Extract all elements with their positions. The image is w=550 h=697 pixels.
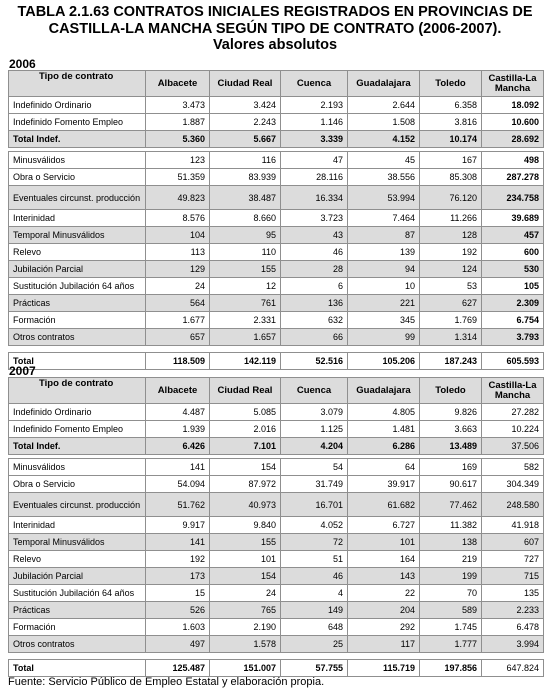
table-row (9, 421, 544, 438)
row-spacer (9, 653, 544, 660)
row-spacer-cell (9, 653, 544, 660)
table-cell: 1.578 (210, 636, 281, 653)
table-cell: 28 (281, 261, 348, 278)
table-cell: 9.917 (146, 517, 210, 534)
table-cell: 1.314 (420, 329, 482, 346)
table-cell: 648 (281, 619, 348, 636)
table-cell: 143 (348, 568, 420, 585)
table-row (9, 568, 544, 585)
header-ciudad-real: Ciudad Real (210, 378, 281, 404)
table-cell: 6.286 (348, 438, 420, 455)
header-toledo: Toledo (420, 71, 482, 97)
table-cell: 1.887 (146, 114, 210, 131)
header-castilla-la-mancha: Castilla-La Mancha (482, 71, 544, 97)
table-cell: 25 (281, 636, 348, 653)
row-label: Prácticas (9, 295, 146, 312)
year-label-2007: 2007 (9, 364, 36, 378)
table-cell: 589 (420, 602, 482, 619)
table-cell: 57.755 (281, 660, 348, 677)
contracts-table-2007 (8, 377, 544, 677)
header-row (9, 378, 544, 404)
table-cell: 164 (348, 551, 420, 568)
table-cell: 54.094 (146, 476, 210, 493)
table-cell: 605.593 (482, 353, 544, 370)
table-cell: 116 (210, 152, 281, 169)
table-cell: 85.308 (420, 169, 482, 186)
table-cell: 6.358 (420, 97, 482, 114)
table-cell: 149 (281, 602, 348, 619)
table-cell: 5.085 (210, 404, 281, 421)
table-cell: 6.754 (482, 312, 544, 329)
table-cell: 115.719 (348, 660, 420, 677)
table-cell: 4 (281, 585, 348, 602)
table-cell: 43 (281, 227, 348, 244)
table-row (9, 636, 544, 653)
table-cell: 727 (482, 551, 544, 568)
table-row (9, 619, 544, 636)
table-cell: 45 (348, 152, 420, 169)
table-cell: 151.007 (210, 660, 281, 677)
table-cell: 4.805 (348, 404, 420, 421)
row-label: Total (9, 353, 146, 370)
table-cell: 192 (146, 551, 210, 568)
title-line-3: Valores absolutos (212, 37, 338, 53)
table-row (9, 131, 544, 148)
table-cell: 64 (348, 459, 420, 476)
row-label: Eventuales circunst. producción (9, 493, 146, 517)
table-row (9, 169, 544, 186)
table-cell: 219 (420, 551, 482, 568)
table-row (9, 97, 544, 114)
row-label: Obra o Servicio (9, 169, 146, 186)
table-cell: 3.079 (281, 404, 348, 421)
table-cell: 154 (210, 459, 281, 476)
table-row (9, 517, 544, 534)
table-cell: 31.749 (281, 476, 348, 493)
table-cell: 204 (348, 602, 420, 619)
table-cell: 15 (146, 585, 210, 602)
row-label: Interinidad (9, 517, 146, 534)
table-cell: 6 (281, 278, 348, 295)
table-cell: 2.190 (210, 619, 281, 636)
table-row (9, 602, 544, 619)
table-cell: 117 (348, 636, 420, 653)
table-cell: 4.487 (146, 404, 210, 421)
table-cell: 24 (210, 585, 281, 602)
table-cell: 39.917 (348, 476, 420, 493)
table-cell: 136 (281, 295, 348, 312)
row-label: Indefinido Fomento Empleo (9, 114, 146, 131)
header-cuenca: Cuenca (281, 71, 348, 97)
table-cell: 3.994 (482, 636, 544, 653)
table-cell: 1.603 (146, 619, 210, 636)
table-cell: 87 (348, 227, 420, 244)
title-line-2: CASTILLA-LA MANCHA SEGÚN TIPO DE CONTRATO (2006-2007). (48, 20, 502, 37)
header-albacete: Albacete (146, 378, 210, 404)
table-cell: 287.278 (482, 169, 544, 186)
table-cell: 1.745 (420, 619, 482, 636)
table-cell: 52.516 (281, 353, 348, 370)
table-cell: 304.349 (482, 476, 544, 493)
table-cell: 155 (210, 261, 281, 278)
table-cell: 632 (281, 312, 348, 329)
table-cell: 94 (348, 261, 420, 278)
table-cell: 10 (348, 278, 420, 295)
table-cell: 199 (420, 568, 482, 585)
row-spacer (9, 346, 544, 353)
table-cell: 76.120 (420, 186, 482, 210)
table-cell: 173 (146, 568, 210, 585)
table-cell: 61.682 (348, 493, 420, 517)
table-cell: 41.918 (482, 517, 544, 534)
row-label: Total Indef. (9, 131, 146, 148)
table-cell: 10.600 (482, 114, 544, 131)
table-cell: 90.617 (420, 476, 482, 493)
row-spacer-cell (9, 346, 544, 353)
row-label: Relevo (9, 551, 146, 568)
table-cell: 95 (210, 227, 281, 244)
table-cell: 99 (348, 329, 420, 346)
table-cell: 1.508 (348, 114, 420, 131)
table-cell: 497 (146, 636, 210, 653)
table-cell: 600 (482, 244, 544, 261)
table-cell: 138 (420, 534, 482, 551)
table-cell: 104 (146, 227, 210, 244)
table-cell: 12 (210, 278, 281, 295)
row-label: Indefinido Ordinario (9, 97, 146, 114)
table-cell: 657 (146, 329, 210, 346)
row-label: Sustitución Jubilación 64 años (9, 278, 146, 295)
table-cell: 110 (210, 244, 281, 261)
header-row (9, 71, 544, 97)
table-cell: 6.478 (482, 619, 544, 636)
table-cell: 39.689 (482, 210, 544, 227)
table-cell: 2.644 (348, 97, 420, 114)
header-tipo: Tipo de contrato (9, 378, 146, 404)
row-label: Total (9, 660, 146, 677)
header-ciudad-real: Ciudad Real (210, 71, 281, 97)
table-cell: 28.692 (482, 131, 544, 148)
table-cell: 2.309 (482, 295, 544, 312)
table-row (9, 210, 544, 227)
table-row (9, 404, 544, 421)
table-cell: 1.777 (420, 636, 482, 653)
table-cell: 3.816 (420, 114, 482, 131)
table-cell: 46 (281, 244, 348, 261)
table-cell: 11.382 (420, 517, 482, 534)
table-cell: 8.576 (146, 210, 210, 227)
table-cell: 129 (146, 261, 210, 278)
table-cell: 457 (482, 227, 544, 244)
table-cell: 27.282 (482, 404, 544, 421)
table-title (0, 4, 550, 54)
table-cell: 72 (281, 534, 348, 551)
table-cell: 113 (146, 244, 210, 261)
table-row (9, 551, 544, 568)
table-cell: 526 (146, 602, 210, 619)
table-cell: 37.506 (482, 438, 544, 455)
table-row (9, 353, 544, 370)
row-label: Total Indef. (9, 438, 146, 455)
table-cell: 40.973 (210, 493, 281, 517)
row-label: Indefinido Fomento Empleo (9, 421, 146, 438)
table-cell: 18.092 (482, 97, 544, 114)
table-cell: 124 (420, 261, 482, 278)
table-cell: 51 (281, 551, 348, 568)
table-cell: 10.224 (482, 421, 544, 438)
table-cell: 10.174 (420, 131, 482, 148)
table-cell: 38.556 (348, 169, 420, 186)
table-cell: 9.840 (210, 517, 281, 534)
table-row (9, 295, 544, 312)
table-cell: 101 (210, 551, 281, 568)
header-toledo: Toledo (420, 378, 482, 404)
table-cell: 13.489 (420, 438, 482, 455)
row-label: Otros contratos (9, 636, 146, 653)
row-label: Sustitución Jubilación 64 años (9, 585, 146, 602)
table-cell: 1.481 (348, 421, 420, 438)
row-label: Obra o Servicio (9, 476, 146, 493)
table-cell: 2.233 (482, 602, 544, 619)
row-label: Formación (9, 312, 146, 329)
table-cell: 1.657 (210, 329, 281, 346)
year-label-2006: 2006 (9, 57, 36, 71)
table-cell: 4.204 (281, 438, 348, 455)
table-cell: 3.424 (210, 97, 281, 114)
row-label: Jubilación Parcial (9, 261, 146, 278)
table-cell: 292 (348, 619, 420, 636)
table-cell: 3.473 (146, 97, 210, 114)
table-cell: 765 (210, 602, 281, 619)
table-row (9, 186, 544, 210)
header-cuenca: Cuenca (281, 378, 348, 404)
table-cell: 125.487 (146, 660, 210, 677)
table-row (9, 227, 544, 244)
row-label: Eventuales circunst. producción (9, 186, 146, 210)
header-albacete: Albacete (146, 71, 210, 97)
table-cell: 167 (420, 152, 482, 169)
table-cell: 53 (420, 278, 482, 295)
table-cell: 38.487 (210, 186, 281, 210)
table-cell: 187.243 (420, 353, 482, 370)
table-cell: 118.509 (146, 353, 210, 370)
row-label: Minusválidos (9, 459, 146, 476)
table-cell: 1.125 (281, 421, 348, 438)
table-cell: 2.243 (210, 114, 281, 131)
table-cell: 77.462 (420, 493, 482, 517)
table-cell: 498 (482, 152, 544, 169)
table-cell: 16.334 (281, 186, 348, 210)
table-cell: 105 (482, 278, 544, 295)
table-row (9, 438, 544, 455)
table-cell: 4.052 (281, 517, 348, 534)
table-cell: 345 (348, 312, 420, 329)
table-row (9, 476, 544, 493)
table-cell: 2.331 (210, 312, 281, 329)
table-cell: 647.824 (482, 660, 544, 677)
table-cell: 582 (482, 459, 544, 476)
table-cell: 3.723 (281, 210, 348, 227)
table-cell: 1.146 (281, 114, 348, 131)
table-row (9, 152, 544, 169)
table-cell: 46 (281, 568, 348, 585)
table-cell: 28.116 (281, 169, 348, 186)
table-cell: 16.701 (281, 493, 348, 517)
contracts-table-2006 (8, 70, 544, 370)
table-cell: 141 (146, 534, 210, 551)
table-cell: 70 (420, 585, 482, 602)
row-label: Indefinido Ordinario (9, 404, 146, 421)
table-cell: 9.826 (420, 404, 482, 421)
table-row (9, 278, 544, 295)
table-cell: 11.266 (420, 210, 482, 227)
table-cell: 54 (281, 459, 348, 476)
table-row (9, 114, 544, 131)
table-cell: 7.101 (210, 438, 281, 455)
table-cell: 7.464 (348, 210, 420, 227)
table-cell: 142.119 (210, 353, 281, 370)
title-line-1: TABLA 2.1.63 CONTRATOS INICIALES REGISTRADOS EN PROVINCIAS DE (17, 4, 533, 20)
table-cell: 4.152 (348, 131, 420, 148)
table-cell: 83.939 (210, 169, 281, 186)
table-cell: 22 (348, 585, 420, 602)
table-cell: 135 (482, 585, 544, 602)
table-row (9, 585, 544, 602)
row-label: Temporal Minusválidos (9, 227, 146, 244)
table-cell: 87.972 (210, 476, 281, 493)
table-cell: 761 (210, 295, 281, 312)
row-label: Formación (9, 619, 146, 636)
table-cell: 2.193 (281, 97, 348, 114)
row-label: Temporal Minusválidos (9, 534, 146, 551)
table-row (9, 244, 544, 261)
table-cell: 221 (348, 295, 420, 312)
table-cell: 564 (146, 295, 210, 312)
table-row (9, 459, 544, 476)
table-cell: 154 (210, 568, 281, 585)
table-cell: 248.580 (482, 493, 544, 517)
table-cell: 105.206 (348, 353, 420, 370)
table-row (9, 493, 544, 517)
table-cell: 1.677 (146, 312, 210, 329)
table-row (9, 261, 544, 278)
table-cell: 5.667 (210, 131, 281, 148)
table-cell: 3.663 (420, 421, 482, 438)
row-label: Otros contratos (9, 329, 146, 346)
row-label: Prácticas (9, 602, 146, 619)
table-cell: 530 (482, 261, 544, 278)
table-row (9, 312, 544, 329)
table-cell: 66 (281, 329, 348, 346)
table-cell: 3.339 (281, 131, 348, 148)
header-castilla-la-mancha: Castilla-La Mancha (482, 378, 544, 404)
table-cell: 123 (146, 152, 210, 169)
table-cell: 1.769 (420, 312, 482, 329)
table-cell: 715 (482, 568, 544, 585)
table-cell: 8.660 (210, 210, 281, 227)
table-row (9, 534, 544, 551)
table-cell: 49.823 (146, 186, 210, 210)
table-cell: 3.793 (482, 329, 544, 346)
source-note: Fuente: Servicio Público de Empleo Estatal y elaboración propia. (8, 676, 325, 688)
table-cell: 6.727 (348, 517, 420, 534)
row-label: Relevo (9, 244, 146, 261)
table-cell: 101 (348, 534, 420, 551)
table-cell: 5.360 (146, 131, 210, 148)
table-cell: 627 (420, 295, 482, 312)
row-label: Interinidad (9, 210, 146, 227)
table-cell: 53.994 (348, 186, 420, 210)
table-cell: 155 (210, 534, 281, 551)
table-row (9, 329, 544, 346)
table-cell: 128 (420, 227, 482, 244)
table-cell: 607 (482, 534, 544, 551)
table-cell: 234.758 (482, 186, 544, 210)
table-cell: 6.426 (146, 438, 210, 455)
table-cell: 169 (420, 459, 482, 476)
table-cell: 139 (348, 244, 420, 261)
table-cell: 24 (146, 278, 210, 295)
header-guadalajara: Guadalajara (348, 71, 420, 97)
table-cell: 141 (146, 459, 210, 476)
table-cell: 2.016 (210, 421, 281, 438)
row-label: Minusválidos (9, 152, 146, 169)
table-cell: 192 (420, 244, 482, 261)
table-cell: 51.359 (146, 169, 210, 186)
table-cell: 197.856 (420, 660, 482, 677)
table-cell: 47 (281, 152, 348, 169)
header-guadalajara: Guadalajara (348, 378, 420, 404)
table-cell: 51.762 (146, 493, 210, 517)
header-tipo: Tipo de contrato (9, 71, 146, 97)
row-label: Jubilación Parcial (9, 568, 146, 585)
table-cell: 1.939 (146, 421, 210, 438)
table-row (9, 660, 544, 677)
